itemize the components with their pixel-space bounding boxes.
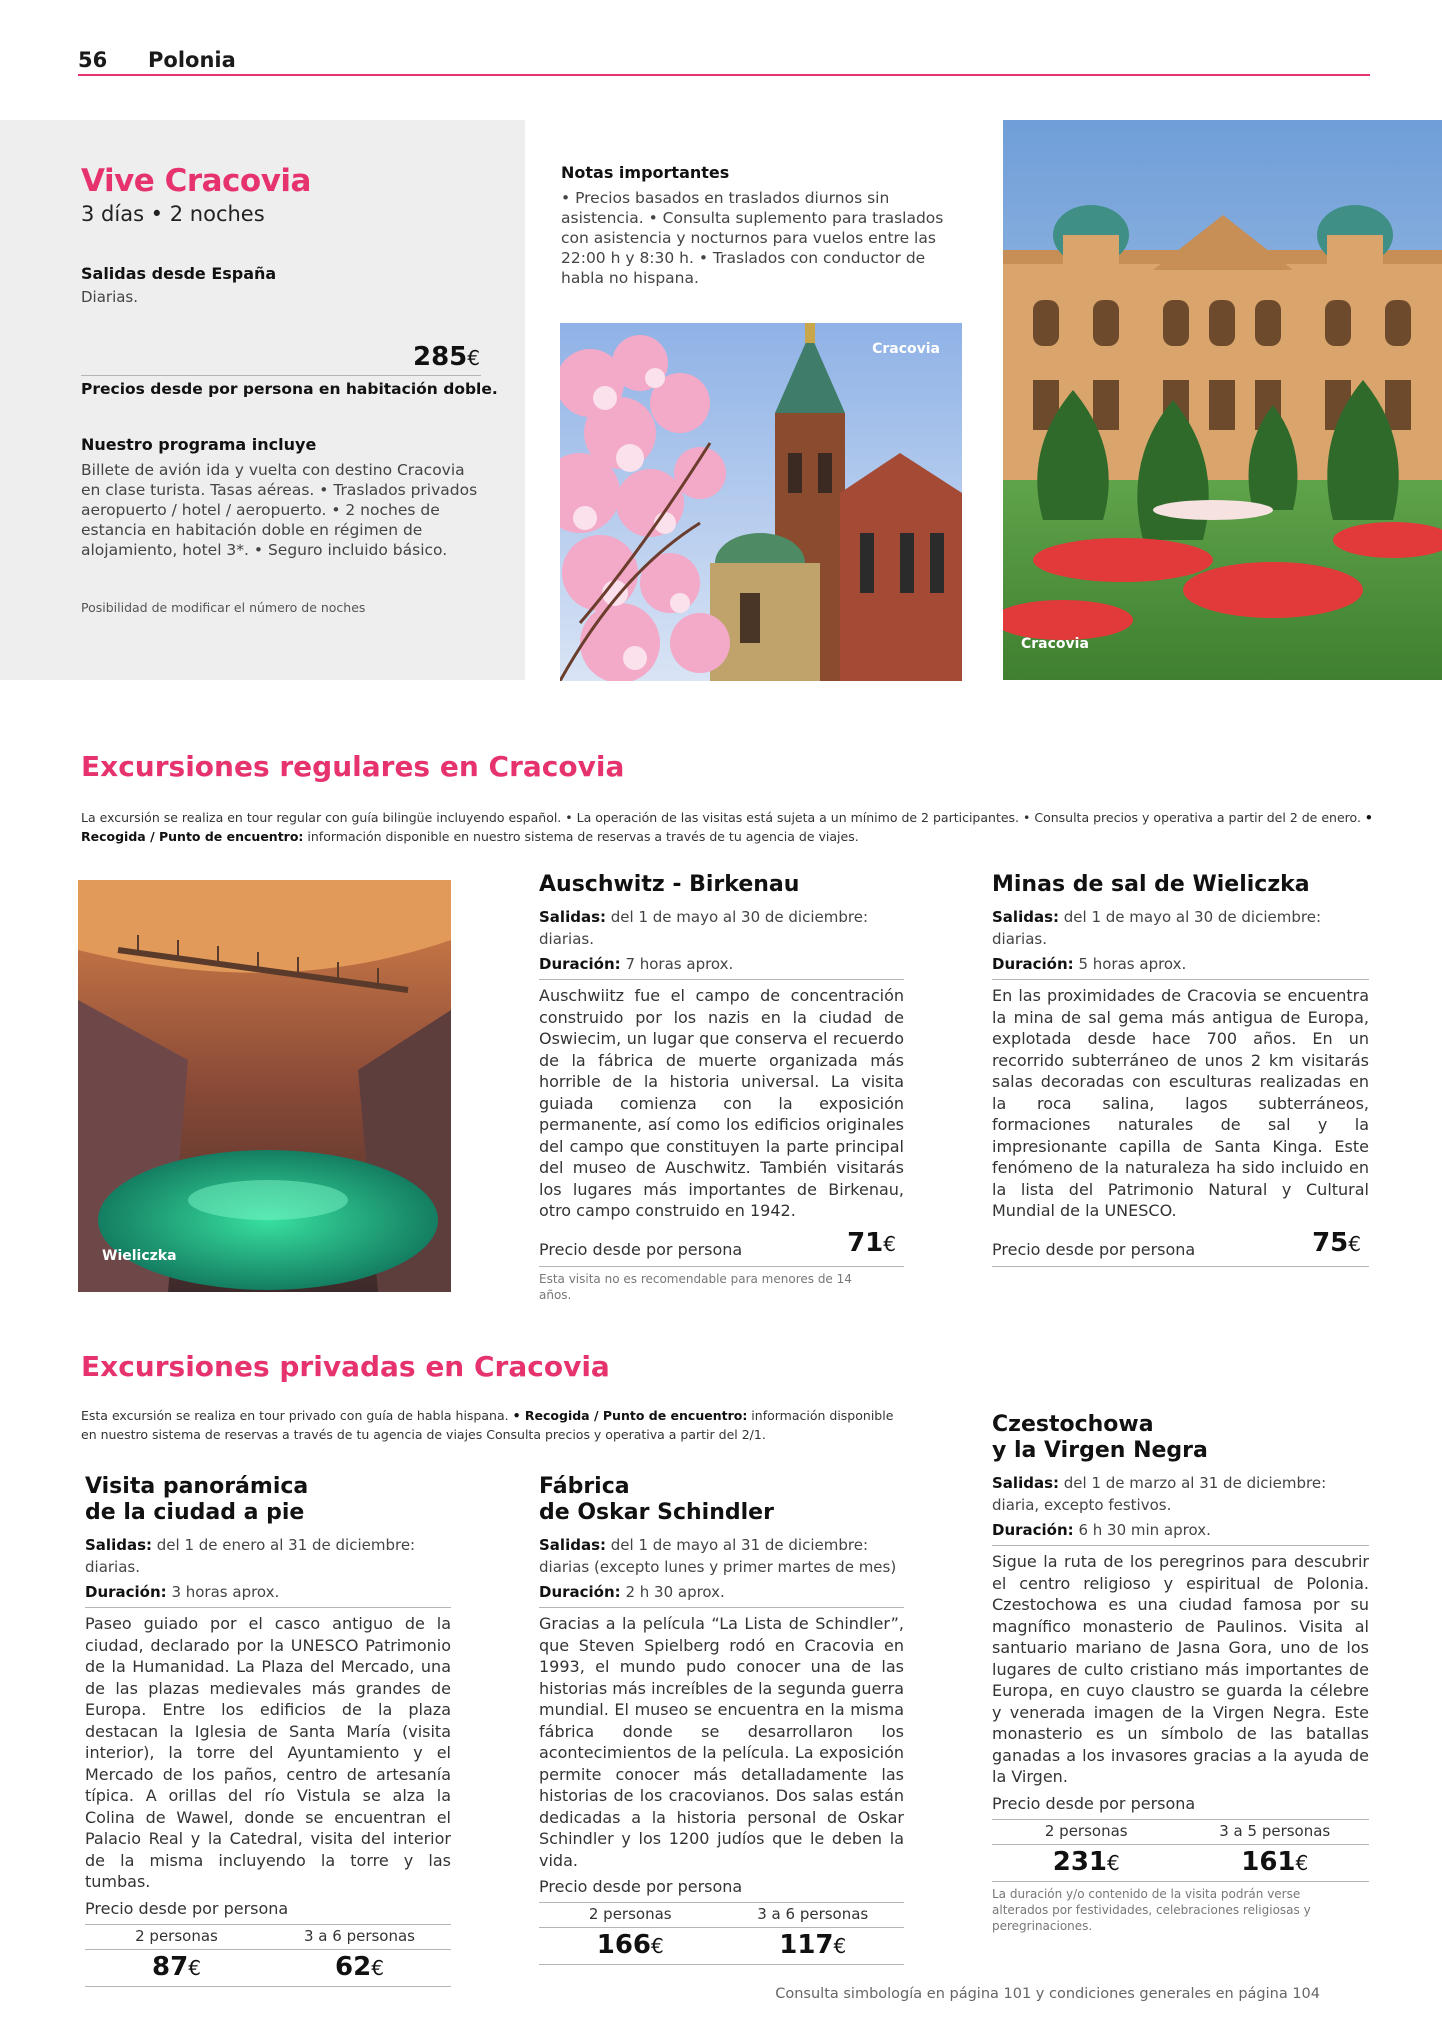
wieliczka-salidas-label: Salidas: (992, 908, 1059, 926)
czestochowa-salidas-value: del 1 de marzo al 31 de diciembre: diaria, excepto festivos. (992, 1474, 1327, 1514)
includes-text: Billete de avión ida y vuelta con destino Cracovia en clase turista. Tasas aéreas. • Traslados privados aeropuerto / hotel / aeropuerto. • 2 noches de estancia en habitación doble en régimen de alojamiento, hotel 3*. • Seguro incluido básico. (81, 461, 478, 559)
schindler-duracion (539, 1581, 904, 1603)
panoramica-salidas (85, 1534, 451, 1578)
wieliczka-divider (992, 979, 1369, 980)
private-note-bold: • Recogida / Punto de encuentro: (512, 1408, 748, 1423)
wieliczka-salidas (992, 906, 1369, 950)
schindler-col1-price (539, 1930, 722, 1960)
regular-note-bold: • Recogida / Punto de encuentro: (81, 810, 1373, 844)
schindler-salidas-value: del 1 de mayo al 31 de diciembre: diarias (excepto lunes y primer martes de mes) (539, 1536, 897, 1576)
wieliczka-price-divider (992, 1266, 1369, 1267)
private-section-title: Excursiones privadas en Cracovia (81, 1350, 610, 1383)
schindler-salidas-label: Salidas: (539, 1536, 606, 1554)
schindler-col-prices (539, 1930, 904, 1960)
private-section-note (81, 1406, 911, 1444)
auschwitz-price-value: 71 (847, 1227, 884, 1258)
schindler-description: Gracias a la película “La Lista de Schindler”, que Steven Spielberg rodó en Cracovia en 1993, el mundo pudo conocer una de las historias más increíbles de la segunda guerra mundial. El museo se encuentra en la misma fábrica donde se desarrollaron los acontecimientos de la película. La exposición permite conocer más detalladamente las historias de los cracovianos. Dos salas están dedicadas a la historia personal de Oskar Schindler y los 1200 judíos que le deben la vida. (539, 1614, 904, 1870)
schindler-col1-head: 2 personas (588, 1905, 672, 1923)
footer-note: Consulta simbología en página 101 y condiciones generales en página 104 (775, 1986, 1320, 2002)
schindler-cols-top-divider (539, 1902, 904, 1903)
panoramica-divider (85, 1607, 451, 1608)
regular-section-note (81, 808, 1376, 846)
package-price-value: 285 (412, 342, 468, 372)
czestochowa-divider (992, 1545, 1369, 1546)
schindler-cols-mid-divider (539, 1927, 904, 1928)
mine-illustration (78, 880, 451, 1292)
auschwitz-salidas-label: Salidas: (539, 908, 606, 926)
czestochowa-col2-head: 3 a 5 personas (1219, 1821, 1331, 1840)
panoramica-cols-bottom-divider (85, 1986, 451, 1987)
wieliczka-price-row (992, 1228, 1369, 1266)
auschwitz-price (847, 1228, 896, 1258)
regular-note-text: La excursión se realiza en tour regular con guía bilingüe incluyendo español. • La operación de las visitas está sujeta a un mínimo de 2 participantes. • Consulta precios y operativa a partir del 2 de enero. (81, 810, 1365, 825)
czestochowa-col-heads (992, 1822, 1369, 1840)
czestochowa-col2-currency: € (1295, 1850, 1309, 1875)
czestochowa-col1-currency: € (1107, 1850, 1120, 1875)
price-note: Precios desde por persona en habitación doble. (81, 380, 498, 398)
czestochowa-col1-price-value: 231 (1052, 1846, 1108, 1877)
private-note-text: Esta excursión se realiza en tour privado con guía de habla hispana. (81, 1408, 513, 1423)
czestochowa-duracion-value: 6 h 30 min aprox. (1073, 1521, 1211, 1539)
auschwitz-excursion (539, 872, 904, 1303)
panoramica-cols-top-divider (85, 1924, 451, 1925)
czestochowa-col2-price (1181, 1847, 1370, 1877)
panoramica-col1-head: 2 personas (135, 1926, 218, 1945)
auschwitz-duracion-label: Duración: (539, 955, 621, 973)
czestochowa-note: La duración y/o contenido de la visita podrán verse alterados por festividades, celebraciones religiosas y peregrinaciones. (992, 1886, 1311, 1933)
panoramica-duracion-value: 3 horas aprox. (166, 1583, 280, 1601)
package-title: Vive Cracovia (81, 163, 311, 199)
cathedral-photo (560, 323, 962, 681)
auschwitz-salidas-value: del 1 de mayo al 30 de diciembre: diarias. (539, 908, 868, 948)
price-divider (81, 375, 481, 376)
auschwitz-description: Auschwiitz fue el campo de concentración construido por los nazis en la ciudad de Oswiecim, un lugar que conserva el recuerdo de la fábrica de muerte organizada más horrible de la historia universal. La visita guiada comienza con la exposición permanente, así como los edificios originales del campo que constituyen la parte principal del museo de Auschwitz. También visitarás los lugares más importantes de Birkenau, otro campo construido en 1942. (539, 986, 904, 1220)
wieliczka-price-value: 75 (1312, 1227, 1349, 1258)
schindler-cols-bottom-divider (539, 1964, 904, 1965)
panoramica-col-heads (85, 1927, 451, 1945)
wieliczka-duracion (992, 953, 1369, 975)
panoramica-title-line1: Visita panorámica (85, 1474, 309, 1499)
czestochowa-duracion-label: Duración: (992, 1521, 1074, 1539)
panoramica-description: Paseo guiado por el casco antiguo de la ciudad, declarado por la UNESCO Patrimonio de la Humanidad. La Plaza del Mercado, una de las plazas medievales más grandes de Europa. Entre los edificios de la plaza destacan la Iglesia de Santa María (visita interior), la torre del Ayuntamiento y el Mercado de los paños, centro de artesanía típica. A orillas del río Vistula se alza la Colina de Wawel, donde se encuentran el Palacio Real y la Catedral, visita del interior de la misma incluyendo la torre y las tumbas. (85, 1614, 451, 1891)
page-header (78, 44, 1370, 76)
auschwitz-salidas (539, 906, 904, 950)
package-price (413, 342, 480, 372)
wieliczka-salidas-value: del 1 de mayo al 30 de diciembre: diarias. (992, 908, 1321, 948)
schindler-col2-currency: € (833, 1934, 847, 1958)
panoramica-duracion-label: Duración: (85, 1583, 167, 1601)
czestochowa-excursion (992, 1412, 1369, 1934)
cathedral-caption: Cracovia (872, 341, 940, 357)
private-note-tail: información disponible en nuestro sistema de reservas a través de tu agencia de viajes Consulta precios y operativa a partir del 2/1. (81, 1408, 894, 1442)
czestochowa-price-label: Precio desde por persona (992, 1793, 1196, 1813)
wieliczka-duracion-value: 5 horas aprox. (1073, 955, 1187, 973)
auschwitz-duracion (539, 953, 904, 975)
palace-caption: Cracovia (1021, 636, 1089, 652)
departures-label: Salidas desde España (81, 264, 277, 283)
panoramica-col1-currency: € (188, 1955, 201, 1980)
czestochowa-salidas-label: Salidas: (992, 1474, 1059, 1492)
panoramica-col2-currency: € (371, 1955, 384, 1980)
schindler-salidas (539, 1534, 904, 1578)
auschwitz-price-row (539, 1228, 904, 1266)
wieliczka-excursion (992, 872, 1369, 1267)
palace-illustration (1003, 120, 1442, 680)
panoramica-duracion (85, 1581, 451, 1603)
panoramica-col2-price (268, 1952, 451, 1982)
panoramica-cols-mid-divider (85, 1949, 451, 1950)
auschwitz-price-label: Precio desde por persona (539, 1239, 743, 1259)
czestochowa-col1-head: 2 personas (1044, 1821, 1128, 1840)
package-duration: 3 días • 2 noches (81, 202, 265, 226)
schindler-duracion-value: 2 h 30 aprox. (620, 1583, 725, 1601)
schindler-col2-price (722, 1930, 905, 1960)
czestochowa-col1-price (992, 1847, 1181, 1877)
czestochowa-cols-top-divider (992, 1819, 1369, 1820)
schindler-excursion (539, 1474, 904, 1965)
mine-photo (78, 880, 451, 1292)
schindler-col-heads (539, 1905, 904, 1923)
panoramica-salidas-label: Salidas: (85, 1536, 152, 1554)
panoramica-col-prices (85, 1952, 451, 1982)
schindler-title-line2: de Oskar Schindler (539, 1500, 774, 1525)
auschwitz-price-divider (539, 1266, 904, 1267)
czestochowa-cols-mid-divider (992, 1844, 1369, 1845)
czestochowa-salidas (992, 1472, 1369, 1516)
regular-note-tail: información disponible en nuestro sistema de reservas a través de tu agencia de viajes. (303, 829, 859, 844)
czestochowa-col2-price-value: 161 (1241, 1846, 1296, 1877)
palace-photo (1003, 120, 1442, 680)
panoramica-salidas-value: del 1 de enero al 31 de diciembre: diarias. (85, 1536, 416, 1576)
notes-text: • Precios basados en traslados diurnos sin asistencia. • Consulta suplemento para traslados con asistencia y nocturnos para vuelos entre las 22:00 h y 8:30 h. • Traslados con conductor de habla no hispana. (561, 189, 944, 287)
panoramica-price-label: Precio desde por persona (85, 1898, 289, 1918)
mine-caption: Wieliczka (102, 1248, 177, 1264)
page-country: Polonia (148, 48, 236, 72)
departures-value: Diarias. (81, 288, 139, 306)
panoramica-col2-price-value: 62 (335, 1951, 372, 1982)
panoramica-col1-price (85, 1952, 268, 1982)
panoramica-col1-price-value: 87 (152, 1951, 189, 1982)
wieliczka-price-label: Precio desde por persona (992, 1239, 1196, 1259)
notes-label: Notas importantes (561, 163, 730, 182)
auschwitz-title: Auschwitz - Birkenau (539, 872, 800, 897)
schindler-col2-head: 3 a 6 personas (757, 1905, 869, 1923)
schindler-price-label: Precio desde por persona (539, 1877, 743, 1896)
wieliczka-price-currency: € (1348, 1231, 1361, 1256)
schindler-divider (539, 1607, 904, 1608)
schindler-col1-currency: € (651, 1934, 664, 1958)
schindler-col1-price-value: 166 (596, 1930, 652, 1960)
czestochowa-cols-bottom-divider (992, 1881, 1369, 1882)
czestochowa-title-line1: Czestochowa (992, 1412, 1154, 1437)
schindler-col2-price-value: 117 (779, 1930, 834, 1960)
schindler-duracion-label: Duración: (539, 1583, 621, 1601)
czestochowa-title-line2: y la Virgen Negra (992, 1438, 1208, 1463)
auschwitz-price-currency: € (883, 1231, 896, 1256)
panoramica-col2-head: 3 a 6 personas (303, 1926, 415, 1945)
auschwitz-note: Esta visita no es recomendable para menores de 14 años. (539, 1271, 852, 1302)
package-price-currency: € (467, 346, 480, 370)
czestochowa-description: Sigue la ruta de los peregrinos para descubrir el centro religioso y espiritual de Polonia. Czestochowa es una ciudad famosa por su magnífico monasterio de Paulinos. Visita al santuario mariano de Jasna Gora, uno de los lugares de culto cristiano más importantes de Europa, en cuyo claustro se guarda la célebre y venerada imagen de la Virgen Negra. Este monasterio es un símbolo de las batallas ganadas a los invasores gracias a la ayuda de la Virgen. (992, 1552, 1369, 1786)
panoramica-title-line2: de la ciudad a pie (85, 1500, 305, 1525)
wieliczka-duracion-label: Duración: (992, 955, 1074, 973)
cathedral-illustration (560, 323, 962, 681)
nights-note: Posibilidad de modificar el número de noches (81, 600, 366, 615)
page-number: 56 (78, 48, 108, 72)
schindler-title-line1: Fábrica (539, 1474, 630, 1499)
czestochowa-duracion (992, 1519, 1369, 1541)
wieliczka-description: En las proximidades de Cracovia se encuentra la mina de sal gema más antigua de Europa, explotada desde hace 700 años. En un recorrido subterráneo de unos 2 km visitarás salas decoradas con esculturas realizadas en la roca salina, lagos subterráneos, formaciones naturales de sal y la impresionante capilla de Santa Kinga. Este fenómeno de la naturaleza ha sido incluido en la lista del Patrimonio Natural y Cultural Mundial de la UNESCO. (992, 986, 1369, 1220)
regular-section-title: Excursiones regulares en Cracovia (81, 750, 625, 783)
wieliczka-price (1312, 1228, 1361, 1258)
includes-label: Nuestro programa incluye (81, 435, 317, 454)
auschwitz-duracion-value: 7 horas aprox. (620, 955, 734, 973)
wieliczka-title: Minas de sal de Wieliczka (992, 872, 1310, 897)
auschwitz-divider (539, 979, 904, 980)
panoramica-excursion (85, 1474, 451, 1987)
czestochowa-col-prices (992, 1847, 1369, 1877)
